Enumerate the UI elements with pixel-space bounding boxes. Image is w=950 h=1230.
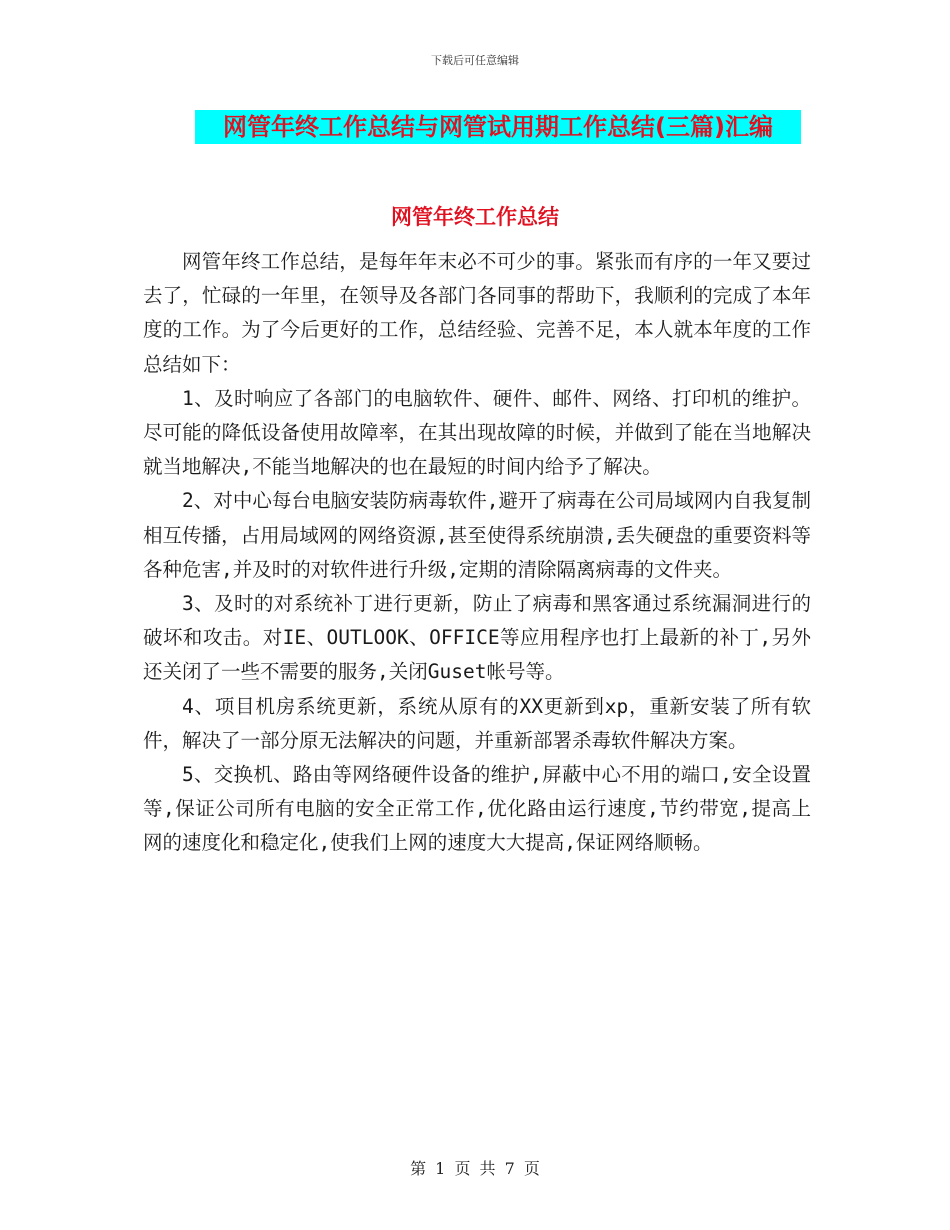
header-note: 下载后可任意编辑	[431, 54, 519, 67]
paragraph-item-2: 2、对中心每台电脑安装防病毒软件,避开了病毒在公司局域网内自我复制相互传播，占用局域网的网络资源,甚至使得系统崩溃,丢失硬盘的重要资料等各种危害,并及时的对软件进行升级,定期的清除隔离病毒的文件夹。	[143, 489, 811, 581]
paragraph-item-4: 4、项目机房系统更新，系统从原有的XX更新到xp，重新安装了所有软件，解决了一部分原无法解决的问题，并重新部署杀毒软件解决方案。	[143, 694, 811, 752]
document-body	[143, 245, 811, 861]
paragraph-item-1: 1、及时响应了各部门的电脑软件、硬件、邮件、网络、打印机的维护。尽可能的降低设备使用故障率，在其出现故障的时候，并做到了能在当地解决就当地解决,不能当地解决的也在最短的时间内给予了解决。	[143, 386, 811, 479]
document-title: 网管年终工作总结与网管试用期工作总结(三篇)汇编	[195, 110, 801, 144]
paragraph-item-3: 3、及时的对系统补丁进行更新，防止了病毒和黑客通过系统漏洞进行的破坏和攻击。对IE、OUTLOOK、OFFICE等应用程序也打上最新的补丁,另外还关闭了一些不需要的服务,关闭Guset帐号等。	[143, 592, 811, 684]
paragraph-item-5: 5、交换机、路由等网络硬件设备的维护,屏蔽中心不用的端口,安全设置等,保证公司所有电脑的安全正常工作,优化路由运行速度,节约带宽,提高上网的速度化和稳定化,使我们上网的速度大大提高,保证网络顺畅。	[143, 763, 811, 855]
page-number-footer: 第 1 页 共 7 页	[410, 1159, 540, 1178]
section-title: 网管年终工作总结	[391, 205, 559, 229]
paragraph-intro: 网管年终工作总结，是每年年末必不可少的事。紧张而有序的一年又要过去了，忙碌的一年里，在领导及各部门各同事的帮助下，我顺利的完成了本年度的工作。为了今后更好的工作，总结经验、完善不足，本人就本年度的工作总结如下：	[143, 250, 811, 376]
